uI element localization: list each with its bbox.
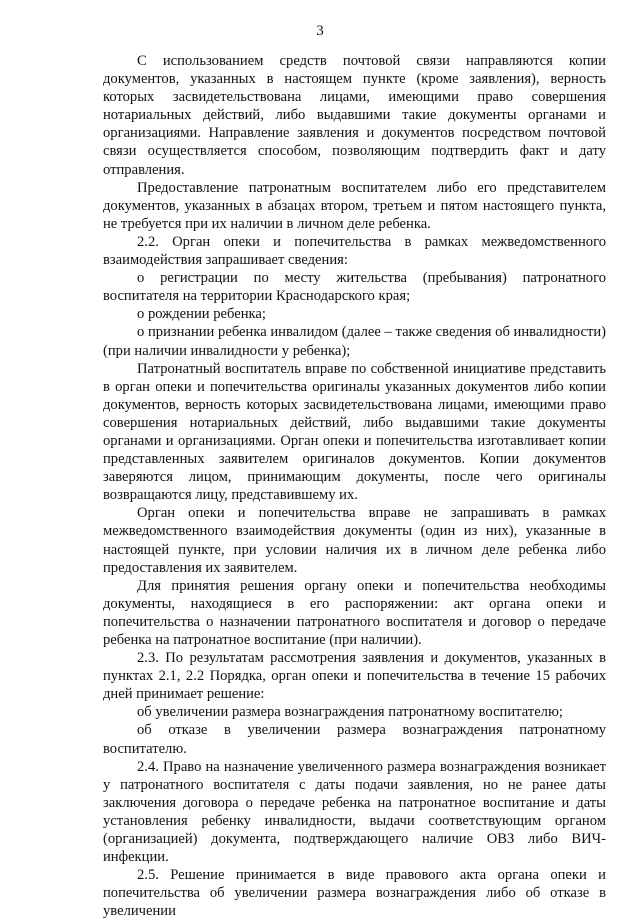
paragraph-may-not-request: Орган опеки и попечительства вправе не запрашивать в рамках межведомственного взаимодействия документы (один из них), указанные в настоящей пункте, при условии наличия их в личном деле ребенка либо предоставления их заявителем. [103,505,606,576]
paragraph-section-2-4: 2.4. Право на назначение увеличенного размера вознаграждения возникает у патронатного воспитателя с даты подачи заявления, но не ранее даты заключения договора о передаче ребенка на патронатное воспитание и даты установления ребенку инвалидности, выдачи соответствующим органом (организацией) документа, подтверждающего наличие ОВЗ либо ВИЧ-инфекции. [103,758,606,866]
paragraph-decision-increase: об увеличении размера вознаграждения патронатному воспитателю; [137,704,563,721]
paragraph-section-2-5: 2.5. Решение принимается в виде правового акта органа опеки и попечительства об увеличении размера вознаграждения либо об отказе в увеличении [103,867,606,920]
paragraph-postal-copies: С использованием средств почтовой связи направляются копии документов, указанных в настоящем пункте (кроме заявления), верность которых засвидетельствована лицами, имеющими право совершения нотариальных действий, либо выдавшими такие документы органами и организациями. Направление заявления и документов посредством почтовой связи осуществляется способом, позволяющим подтвердить факт и дату отправления. [103,53,606,178]
document-body [103,52,606,921]
paragraph-birth-info: о рождении ребенка; [137,306,266,323]
paragraph-disability-info: о признании ребенка инвалидом (далее – также сведения об инвалидности) (при наличии инвалидности у ребенка); [103,324,606,359]
paragraph-documents-not-required: Предоставление патронатным воспитателем либо его представителем документов, указанных в абзацах втором, третьем и пятом настоящего пункта, не требуется при их наличии в личном деле ребенка. [103,179,606,232]
paragraph-decision-refusal: об отказе в увеличении размера вознаграждения патронатному воспитателю. [103,722,606,757]
paragraph-documents-at-disposal: Для принятия решения органу опеки и попечительства необходимы документы, находящиеся в его распоряжении: акт органа опеки и попечительства о назначении патронатного воспитателя и договор о передаче ребенка на патронатное воспитание (при наличии). [103,577,606,648]
paragraph-registration-info: о регистрации по месту жительства (пребывания) патронатного воспитателя на территории Краснодарского края; [103,270,606,305]
paragraph-section-2-2: 2.2. Орган опеки и попечительства в рамках межведомственного взаимодействия запрашивает сведения: [103,233,606,269]
paragraph-section-2-3: 2.3. По результатам рассмотрения заявления и документов, указанных в пунктах 2.1, 2.2 Порядка, орган опеки и попечительства в течение 15 рабочих дней принимает решение: [103,650,606,703]
paragraph-own-initiative: Патронатный воспитатель вправе по собственной инициативе представить в орган опеки и попечительства оригиналы указанных документов либо копии документов, верность которых засвидетельствована лицами, имеющими право совершения нотариальных действий, либо выдавшими такие документы органами и организациями. Орган опеки и попечительства изготавливает копии представленных заявителем оригиналов документов. Копии документов заверяются лицом, принимающим документы, после чего оригиналы возвращаются лицу, представившему их. [103,360,606,504]
page-number: 3 [316,23,324,39]
